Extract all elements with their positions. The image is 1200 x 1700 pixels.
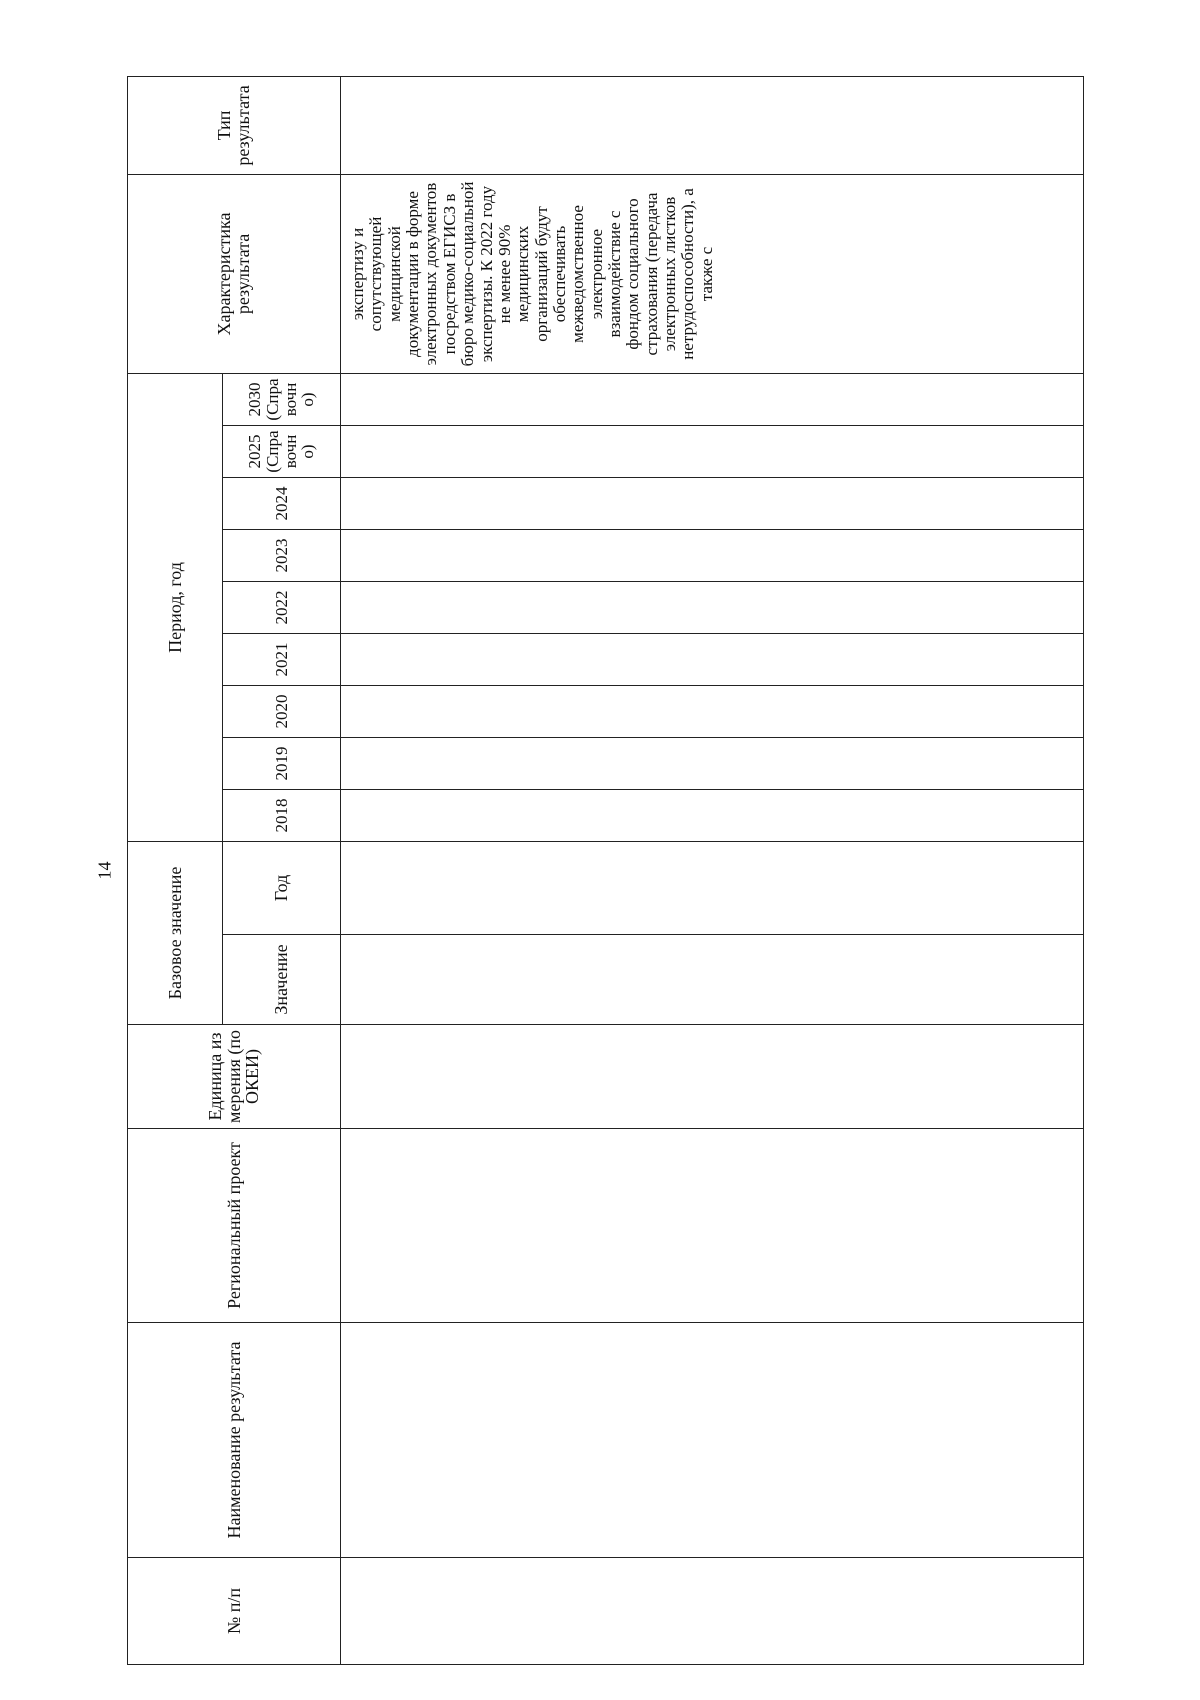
cell-result-type xyxy=(341,76,1084,174)
header-year-2024: 2024 xyxy=(223,477,341,529)
header-year-2025: 2025 (Справочно) xyxy=(223,425,341,477)
results-table-rotated xyxy=(127,85,1084,1665)
cell-number xyxy=(341,1558,1084,1665)
header-year-2020: 2020 xyxy=(223,685,341,737)
cell-year-2030 xyxy=(341,373,1084,425)
header-year-2030: 2030 (Справочно) xyxy=(223,373,341,425)
header-base-value: Базовое значение xyxy=(128,841,223,1024)
header-result-type: Тип результата xyxy=(128,76,341,174)
cell-year-2021 xyxy=(341,633,1084,685)
header-year-2023: 2023 xyxy=(223,529,341,581)
header-characteristic: Характеристика результата xyxy=(128,174,341,373)
cell-characteristic: экспертизу и сопутствующей медицинской документации в форме электронных документов посредством ЕГИСЗ в бюро медико-социальной экспертизы. К 2022 году не менее 90% медицинских организаций будут обеспечивать межведомственное электронное взаимодействие с фондом социального страхования (передача электронных листков нетрудоспособности), а также с xyxy=(341,174,1084,373)
header-period: Период, год xyxy=(128,373,223,841)
cell-year-2025 xyxy=(341,425,1084,477)
cell-regional-project xyxy=(341,1129,1084,1323)
header-result-name: Наименование результата xyxy=(128,1323,341,1558)
page-number: 14 xyxy=(94,861,115,880)
cell-unit xyxy=(341,1025,1084,1129)
header-year-2019: 2019 xyxy=(223,737,341,789)
cell-year-2020 xyxy=(341,685,1084,737)
header-year-2022: 2022 xyxy=(223,581,341,633)
cell-result-name xyxy=(341,1323,1084,1558)
header-year-2018: 2018 xyxy=(223,789,341,841)
cell-year-2024 xyxy=(341,477,1084,529)
cell-base-year xyxy=(341,841,1084,934)
cell-year-2019 xyxy=(341,737,1084,789)
header-unit: Единица измерения (по ОКЕИ) xyxy=(128,1025,341,1129)
table-row xyxy=(341,76,1084,1664)
results-table xyxy=(127,76,1084,1665)
header-number: № п/п xyxy=(128,1558,341,1665)
cell-year-2023 xyxy=(341,529,1084,581)
cell-year-2022 xyxy=(341,581,1084,633)
header-base-value-year: Год xyxy=(223,841,341,934)
header-regional-project: Региональный проект xyxy=(128,1129,341,1323)
header-base-value-value: Значение xyxy=(223,935,341,1025)
header-year-2021: 2021 xyxy=(223,633,341,685)
cell-base-value xyxy=(341,935,1084,1025)
cell-year-2018 xyxy=(341,789,1084,841)
